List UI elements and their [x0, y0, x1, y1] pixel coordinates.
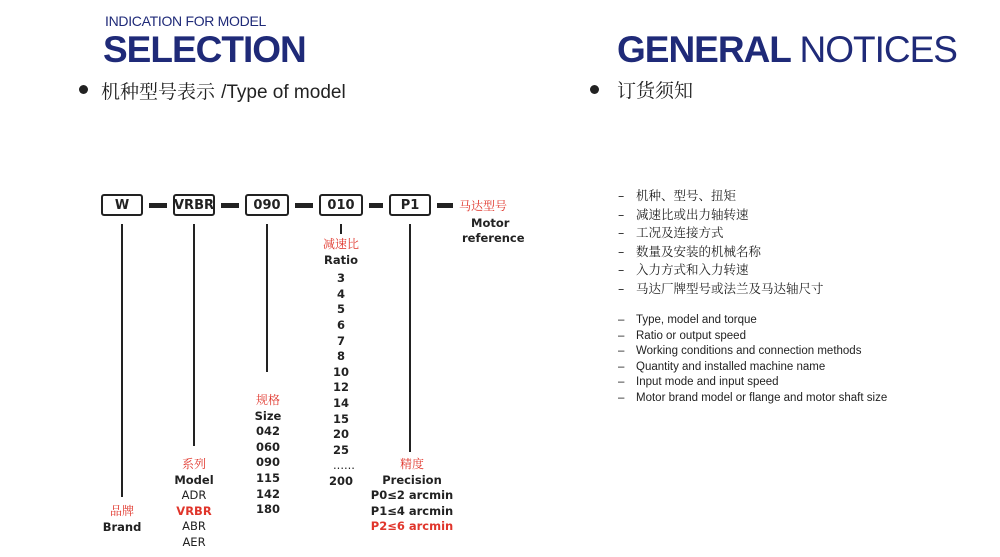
code-separator [437, 203, 453, 208]
ratio-value: 6 [336, 317, 345, 332]
series-label-en: Model [174, 472, 214, 487]
series-value: ADR [181, 488, 207, 503]
brand-connector-line [121, 224, 123, 497]
precision-label-en: Precision [382, 472, 442, 487]
notice-cn-item: – 数量及安装的机械名称 [618, 243, 762, 259]
series-column [166, 457, 222, 551]
left-subtitle-cn: 机种型号表示 [101, 81, 216, 103]
motor-label-en-1: Motor [471, 216, 510, 230]
ratio-value: 7 [336, 333, 345, 348]
code-box-precision: P1 [389, 194, 431, 216]
bullet-icon [590, 85, 599, 94]
series-value: AER [182, 534, 206, 549]
size-label-en: Size [254, 408, 282, 423]
ratio-value: 10 [332, 364, 349, 379]
precision-value: P1≤4 arcmin [370, 503, 454, 518]
ratio-value: 20 [332, 427, 349, 442]
left-kicker: INDICATION FOR MODEL [105, 13, 266, 29]
brand-label-en: Brand [102, 519, 142, 534]
motor-label-en-2: reference [462, 231, 525, 245]
code-separator [221, 203, 239, 208]
ratio-label-cn: 减速比 [322, 237, 359, 251]
ratio-column [310, 237, 372, 490]
ratio-value: 14 [332, 395, 349, 410]
ratio-value: 12 [332, 380, 349, 395]
notice-en-item: – Input mode and input speed [618, 376, 779, 388]
notice-en-item: – Motor brand model or flange and motor shaft size [618, 391, 888, 404]
ratio-connector-line [340, 224, 342, 234]
series-value-highlight: VRBR [176, 503, 212, 518]
code-separator [295, 203, 313, 208]
notice-cn-item: – 入力方式和入力转速 [618, 262, 749, 277]
bullet-icon [79, 85, 88, 94]
ratio-label-en: Ratio [324, 252, 358, 267]
precision-label-cn: 精度 [399, 457, 424, 471]
notice-cn-item: – 工况及连接方式 [618, 225, 724, 240]
code-box-size: 090 [245, 194, 289, 216]
motor-label-cn: 马达型号 [459, 199, 508, 213]
size-value: 060 [255, 439, 280, 454]
precision-value-highlight: P2≤6 arcmin [370, 519, 454, 534]
right-title-bold: GENERAL [617, 29, 791, 70]
precision-column [368, 457, 456, 535]
code-separator [369, 203, 383, 208]
notice-en-item: – Type, model and torque [618, 314, 757, 326]
right-subtitle: 订货须知 [617, 80, 694, 102]
series-label-cn: 系列 [181, 457, 206, 471]
notice-cn-item: – 减速比或出力轴转速 [618, 206, 749, 222]
size-value: 042 [255, 424, 280, 439]
brand-column [96, 504, 148, 535]
size-value: 115 [255, 470, 280, 485]
code-box-brand: W [101, 194, 143, 216]
code-box-ratio: 010 [319, 194, 363, 216]
code-separator [149, 203, 167, 208]
right-title-light: NOTICES [799, 29, 957, 70]
precision-value: P0≤2 arcmin [370, 488, 454, 503]
ratio-ellipsis: ...... [333, 458, 355, 473]
notice-en-item: – Ratio or output speed [618, 329, 746, 342]
ratio-value: 25 [332, 442, 349, 457]
ratio-value: 4 [336, 286, 345, 301]
left-subtitle-en: /Type of model [221, 82, 346, 103]
notices-cn-list [618, 187, 824, 298]
size-connector-line [266, 224, 268, 372]
ratio-value: 15 [332, 411, 349, 426]
right-title [617, 30, 957, 70]
left-subtitle [101, 77, 346, 104]
size-value: 142 [255, 486, 280, 501]
size-column [240, 393, 296, 518]
notice-en-item: – Quantity and installed machine name [618, 360, 826, 373]
notice-cn-item: – 马达厂牌型号或法兰及马达轴尺寸 [618, 280, 824, 296]
size-value: 090 [255, 455, 280, 470]
left-title: SELECTION [103, 29, 306, 70]
size-label-cn: 规格 [255, 393, 280, 407]
series-value: ABR [182, 519, 206, 534]
size-value: 180 [255, 502, 280, 517]
series-connector-line [193, 224, 195, 446]
notice-cn-item: – 机种、型号、扭矩 [618, 188, 737, 203]
code-box-series: VRBR [173, 194, 215, 216]
ratio-value: 5 [336, 302, 345, 317]
precision-connector-line [409, 224, 411, 452]
ratio-value: 3 [336, 271, 345, 286]
notice-en-item: – Working conditions and connection methods [618, 345, 862, 357]
brand-label-cn: 品牌 [109, 504, 134, 518]
ratio-value: 200 [328, 473, 353, 488]
ratio-value: 8 [336, 349, 345, 364]
notices-en-list [618, 313, 887, 406]
